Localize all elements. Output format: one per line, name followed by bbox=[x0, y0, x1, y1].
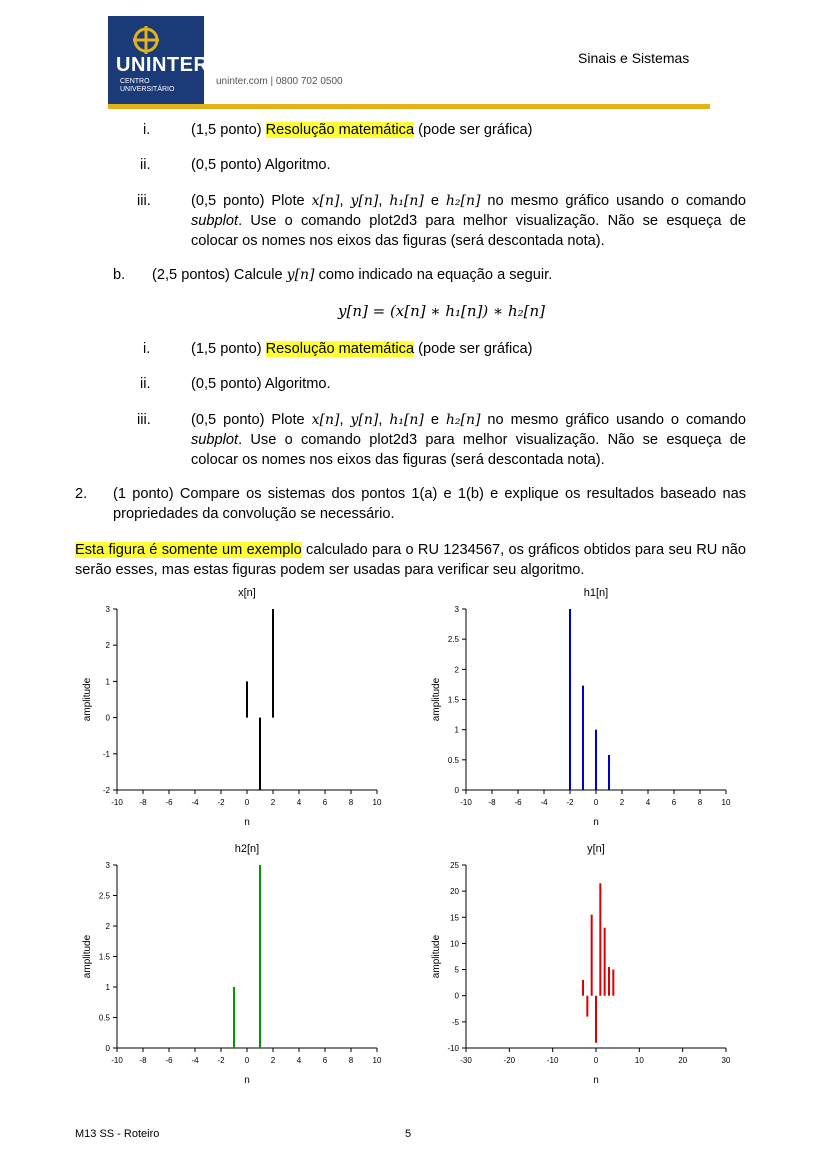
x-tick-label: -4 bbox=[540, 798, 548, 807]
item-number: 2. bbox=[75, 486, 88, 502]
item-number: ii. bbox=[140, 157, 151, 173]
x-tick-label: 0 bbox=[244, 1056, 250, 1065]
y-tick-label: -1 bbox=[102, 749, 110, 759]
y-tick-label: 1 bbox=[105, 983, 110, 992]
chart-title: x[n] bbox=[238, 587, 256, 599]
question-2: (1 ponto) Compare os sistemas dos pontos 1(a) e 1(b) e explique os resultados baseado nas propriedades da convolução se necessário. bbox=[113, 486, 746, 522]
x-axis-label: n bbox=[593, 1075, 599, 1086]
y-tick-label: 15 bbox=[450, 913, 459, 923]
x-axis-label: n bbox=[244, 817, 250, 828]
x-tick-label: -30 bbox=[460, 1056, 472, 1065]
y-tick-label: 0 bbox=[454, 991, 459, 1001]
x-tick-label: -6 bbox=[514, 798, 522, 807]
logo-subtitle: CENTRO UNIVERSITÁRIO bbox=[120, 78, 175, 93]
y-tick-label: -10 bbox=[447, 1044, 459, 1053]
y-tick-label: 2.5 bbox=[447, 635, 459, 645]
x-tick-label: 4 bbox=[645, 798, 651, 807]
x-tick-label: -6 bbox=[165, 798, 173, 807]
x-tick-label: -2 bbox=[217, 798, 225, 807]
chart-title: h1[n] bbox=[583, 587, 609, 599]
y-tick-label: 3 bbox=[105, 605, 110, 614]
y-axis-label: amplitude bbox=[82, 677, 93, 722]
chart-y bbox=[431, 843, 731, 1086]
chart-h1 bbox=[431, 587, 731, 828]
x-tick-label: 0 bbox=[244, 798, 250, 807]
x-tick-label: -4 bbox=[191, 798, 199, 807]
item-number: ii. bbox=[140, 376, 151, 392]
logo-text: UNINTER bbox=[116, 54, 209, 76]
x-tick-label: 4 bbox=[296, 1056, 302, 1065]
x-tick-label: 10 bbox=[634, 1056, 644, 1065]
header-course-title: Sinais e Sistemas bbox=[578, 50, 690, 66]
y-tick-label: -2 bbox=[102, 786, 110, 795]
y-tick-label: 5 bbox=[454, 965, 459, 975]
y-tick-label: 2 bbox=[105, 641, 110, 651]
y-tick-label: 1 bbox=[454, 725, 459, 735]
chart-title: y[n] bbox=[587, 843, 605, 855]
item-number: i. bbox=[143, 341, 151, 357]
item-a-ii: (0,5 ponto) Algoritmo. bbox=[191, 157, 331, 173]
y-tick-label: 1.5 bbox=[98, 952, 110, 962]
item-number: b. bbox=[113, 267, 126, 283]
contact-info: uninter.com | 0800 702 0500 bbox=[216, 76, 343, 87]
x-tick-label: 10 bbox=[372, 1056, 382, 1065]
x-axis-label: n bbox=[593, 817, 599, 828]
x-tick-label: -10 bbox=[111, 1056, 123, 1065]
x-tick-label: 2 bbox=[270, 1056, 276, 1065]
item-b: (2,5 pontos) Calcule y[n] como indicado na equação a seguir. bbox=[152, 267, 553, 283]
item-a-iii: (0,5 ponto) Plote x[n], y[n], h₁[n] e h₂[n] no mesmo gráfico usando o comando subplot. Use o comando plot2d3 para melhor visualização. Não se esqueça de colocar os nomes nos eixos das figuras (será descontada nota). bbox=[191, 193, 746, 249]
y-tick-label: 0 bbox=[105, 1044, 110, 1053]
x-tick-label: 10 bbox=[372, 798, 382, 807]
x-tick-label: -10 bbox=[111, 798, 123, 807]
chart-x bbox=[82, 587, 382, 828]
x-tick-label: 6 bbox=[322, 1056, 328, 1065]
y-tick-label: 0 bbox=[105, 713, 110, 723]
item-b-ii: (0,5 ponto) Algoritmo. bbox=[191, 376, 331, 392]
x-tick-label: 2 bbox=[270, 798, 276, 807]
x-tick-label: 6 bbox=[322, 798, 328, 807]
y-axis-label: amplitude bbox=[431, 934, 442, 979]
x-tick-label: -2 bbox=[217, 1056, 225, 1065]
y-axis-label: amplitude bbox=[431, 677, 442, 722]
chart-h2 bbox=[82, 843, 382, 1086]
y-tick-label: 3 bbox=[105, 861, 110, 870]
x-tick-label: -6 bbox=[165, 1056, 173, 1065]
item-a-i: (1,5 ponto) Resolução matemática (pode ser gráfica) bbox=[191, 122, 533, 138]
y-tick-label: 0 bbox=[454, 786, 459, 795]
y-tick-label: 0.5 bbox=[98, 1013, 110, 1023]
x-tick-label: 20 bbox=[678, 1056, 688, 1065]
item-number: iii. bbox=[137, 193, 151, 209]
x-tick-label: -8 bbox=[488, 798, 496, 807]
highlight: Resolução matemática bbox=[265, 341, 415, 357]
y-tick-label: 2 bbox=[454, 665, 459, 675]
chart-title: h2[n] bbox=[234, 843, 260, 855]
item-number: i. bbox=[143, 122, 151, 138]
x-tick-label: -8 bbox=[139, 1056, 147, 1065]
y-tick-label: 1.5 bbox=[447, 695, 459, 705]
x-axis-label: n bbox=[244, 1075, 250, 1086]
x-tick-label: -10 bbox=[460, 798, 472, 807]
x-tick-label: -10 bbox=[546, 1056, 559, 1065]
x-tick-label: 0 bbox=[593, 798, 599, 807]
y-tick-label: 25 bbox=[450, 861, 459, 870]
x-tick-label: -8 bbox=[139, 798, 147, 807]
x-tick-label: 2 bbox=[619, 798, 625, 807]
item-b-iii: (0,5 ponto) Plote x[n], y[n], h₁[n] e h₂[n] no mesmo gráfico usando o comando subplot. Use o comando plot2d3 para melhor visualização. Não se esqueça de colocar os nomes nos eixos das figuras (será descontada nota). bbox=[191, 412, 746, 468]
x-tick-label: 8 bbox=[697, 798, 703, 807]
x-tick-label: 8 bbox=[348, 798, 354, 807]
item-number: iii. bbox=[137, 412, 151, 428]
y-axis-label: amplitude bbox=[82, 934, 93, 979]
y-tick-label: 3 bbox=[454, 605, 459, 614]
footer-left: M13 SS - Roteiro bbox=[75, 1128, 160, 1140]
y-tick-label: 2.5 bbox=[98, 891, 110, 901]
highlight: Resolução matemática bbox=[265, 122, 415, 138]
x-tick-label: 0 bbox=[593, 1056, 599, 1065]
x-tick-label: 30 bbox=[721, 1056, 731, 1065]
highlight: Esta figura é somente um exemplo bbox=[75, 542, 302, 558]
y-tick-label: 10 bbox=[450, 939, 459, 949]
figure-caption: Esta figura é somente um exemplo calculado para o RU 1234567, os gráficos obtidos para seu RU não serão esses, mas estas figuras podem ser usadas para verificar seu algoritmo. bbox=[75, 542, 746, 578]
x-tick-label: 10 bbox=[721, 798, 731, 807]
item-b-i: (1,5 ponto) Resolução matemática (pode ser gráfica) bbox=[191, 341, 533, 357]
y-tick-label: 0.5 bbox=[447, 755, 459, 765]
y-tick-label: 1 bbox=[105, 677, 110, 687]
x-tick-label: 6 bbox=[671, 798, 677, 807]
equation: y[n] = (x[n] ∗ h₁[n]) ∗ h₂[n] bbox=[338, 302, 546, 320]
x-tick-label: -2 bbox=[566, 798, 574, 807]
x-tick-label: 8 bbox=[348, 1056, 354, 1065]
y-tick-label: 20 bbox=[450, 887, 459, 897]
x-tick-label: -4 bbox=[191, 1056, 199, 1065]
x-tick-label: 4 bbox=[296, 798, 302, 807]
x-tick-label: -20 bbox=[503, 1056, 516, 1065]
y-tick-label: -5 bbox=[451, 1017, 459, 1027]
y-tick-label: 2 bbox=[105, 922, 110, 931]
page-number: 5 bbox=[405, 1128, 412, 1140]
